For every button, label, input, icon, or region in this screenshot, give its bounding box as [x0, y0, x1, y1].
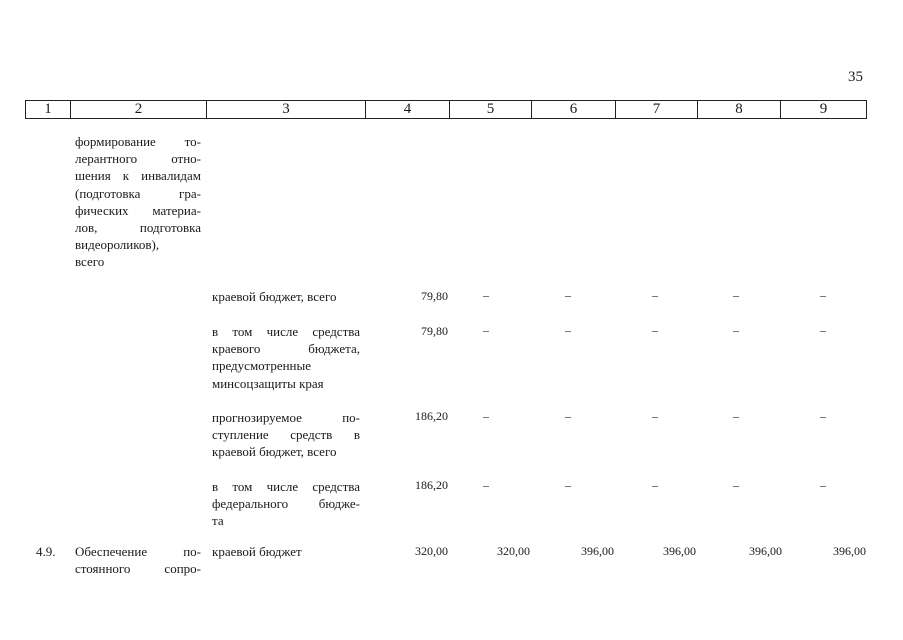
description-line: видеороликов),: [75, 237, 160, 253]
table-row-col5: –: [483, 288, 489, 302]
table-row-col8: –: [733, 288, 739, 302]
source-line: в том числе средства: [212, 324, 360, 339]
source-line: в том числе средства: [212, 479, 360, 494]
table-row-source: [212, 288, 362, 305]
table-row-col9: –: [820, 478, 826, 492]
table-row-source: [212, 478, 360, 530]
description-line: стоянного сопро-: [75, 561, 201, 577]
column-header-1: 1: [26, 101, 71, 118]
column-header-3: 3: [207, 101, 366, 118]
column-header-5: 5: [450, 101, 532, 118]
item-4-9-col5: 320,00: [497, 544, 530, 558]
source-line: краевой бюджет, всего: [212, 444, 337, 460]
item-4-9-col9: 396,00: [833, 544, 866, 558]
column-header-9: 9: [819, 101, 828, 117]
description-line: шения к инвалидам: [75, 168, 201, 184]
table-row-col5: –: [483, 478, 489, 492]
table-row-col6: –: [565, 288, 571, 302]
description-line: лов, подготовка: [75, 220, 201, 236]
source-line: федерального бюдже-: [212, 496, 360, 512]
table-row-col7: –: [652, 409, 658, 423]
item-4-9-col8: 396,00: [749, 544, 782, 558]
table-row-col5: –: [483, 409, 489, 423]
description-line: лерантного отно-: [75, 151, 201, 167]
description-line: (подготовка гра-: [75, 185, 201, 201]
source-line: предусмотренные: [212, 358, 312, 374]
table-row-source: [212, 323, 360, 392]
table-header-row: [25, 100, 867, 119]
table-row-col4: 186,20: [415, 409, 448, 423]
column-header-7: 7: [616, 101, 698, 118]
table-row-source: [212, 409, 360, 461]
source-line: краевой бюджет, всего: [212, 289, 337, 304]
column-header-4: 4: [366, 101, 450, 118]
source-line: та: [212, 513, 224, 529]
source-line: прогнозируемое по-: [212, 410, 360, 425]
description-line: формирование то-: [75, 134, 201, 149]
description-line: Обеспечение по-: [75, 544, 201, 559]
item-4-9-col4: 320,00: [415, 544, 448, 558]
table-row-col6: –: [565, 478, 571, 492]
table-row-col9: –: [820, 323, 826, 337]
table-row-col6: –: [565, 323, 571, 337]
table-row-col9: –: [820, 288, 826, 302]
table-row-col4: 79,80: [421, 289, 448, 303]
table-row-col8: –: [733, 478, 739, 492]
item-4-9-col6: 396,00: [581, 544, 614, 558]
column-header-6: 6: [532, 101, 616, 118]
source-line: ступление средств в: [212, 427, 360, 443]
item-4-9-description: [75, 543, 201, 577]
description-line: всего: [75, 254, 105, 270]
table-row-col4: 79,80: [421, 324, 448, 338]
continued-item-description: [75, 133, 201, 271]
page-number: 35: [848, 69, 863, 85]
source-line: минсоцзащиты края: [212, 375, 324, 391]
column-header-2: 2: [71, 101, 207, 118]
table-row-col7: –: [652, 478, 658, 492]
table-row-col4: 186,20: [415, 478, 448, 492]
table-row-col8: –: [733, 409, 739, 423]
column-header-8: 8: [698, 101, 781, 118]
table-row-col6: –: [565, 409, 571, 423]
table-row-col7: –: [652, 323, 658, 337]
table-row-col9: –: [820, 409, 826, 423]
item-4-9-col7: 396,00: [663, 544, 696, 558]
item-4-9-source: краевой бюджет: [212, 544, 302, 559]
table-row-col5: –: [483, 323, 489, 337]
source-line: краевого бюджета,: [212, 341, 360, 357]
item-number: 4.9.: [36, 544, 56, 559]
description-line: фических материа-: [75, 202, 201, 218]
table-row-col8: –: [733, 323, 739, 337]
table-row-col7: –: [652, 288, 658, 302]
